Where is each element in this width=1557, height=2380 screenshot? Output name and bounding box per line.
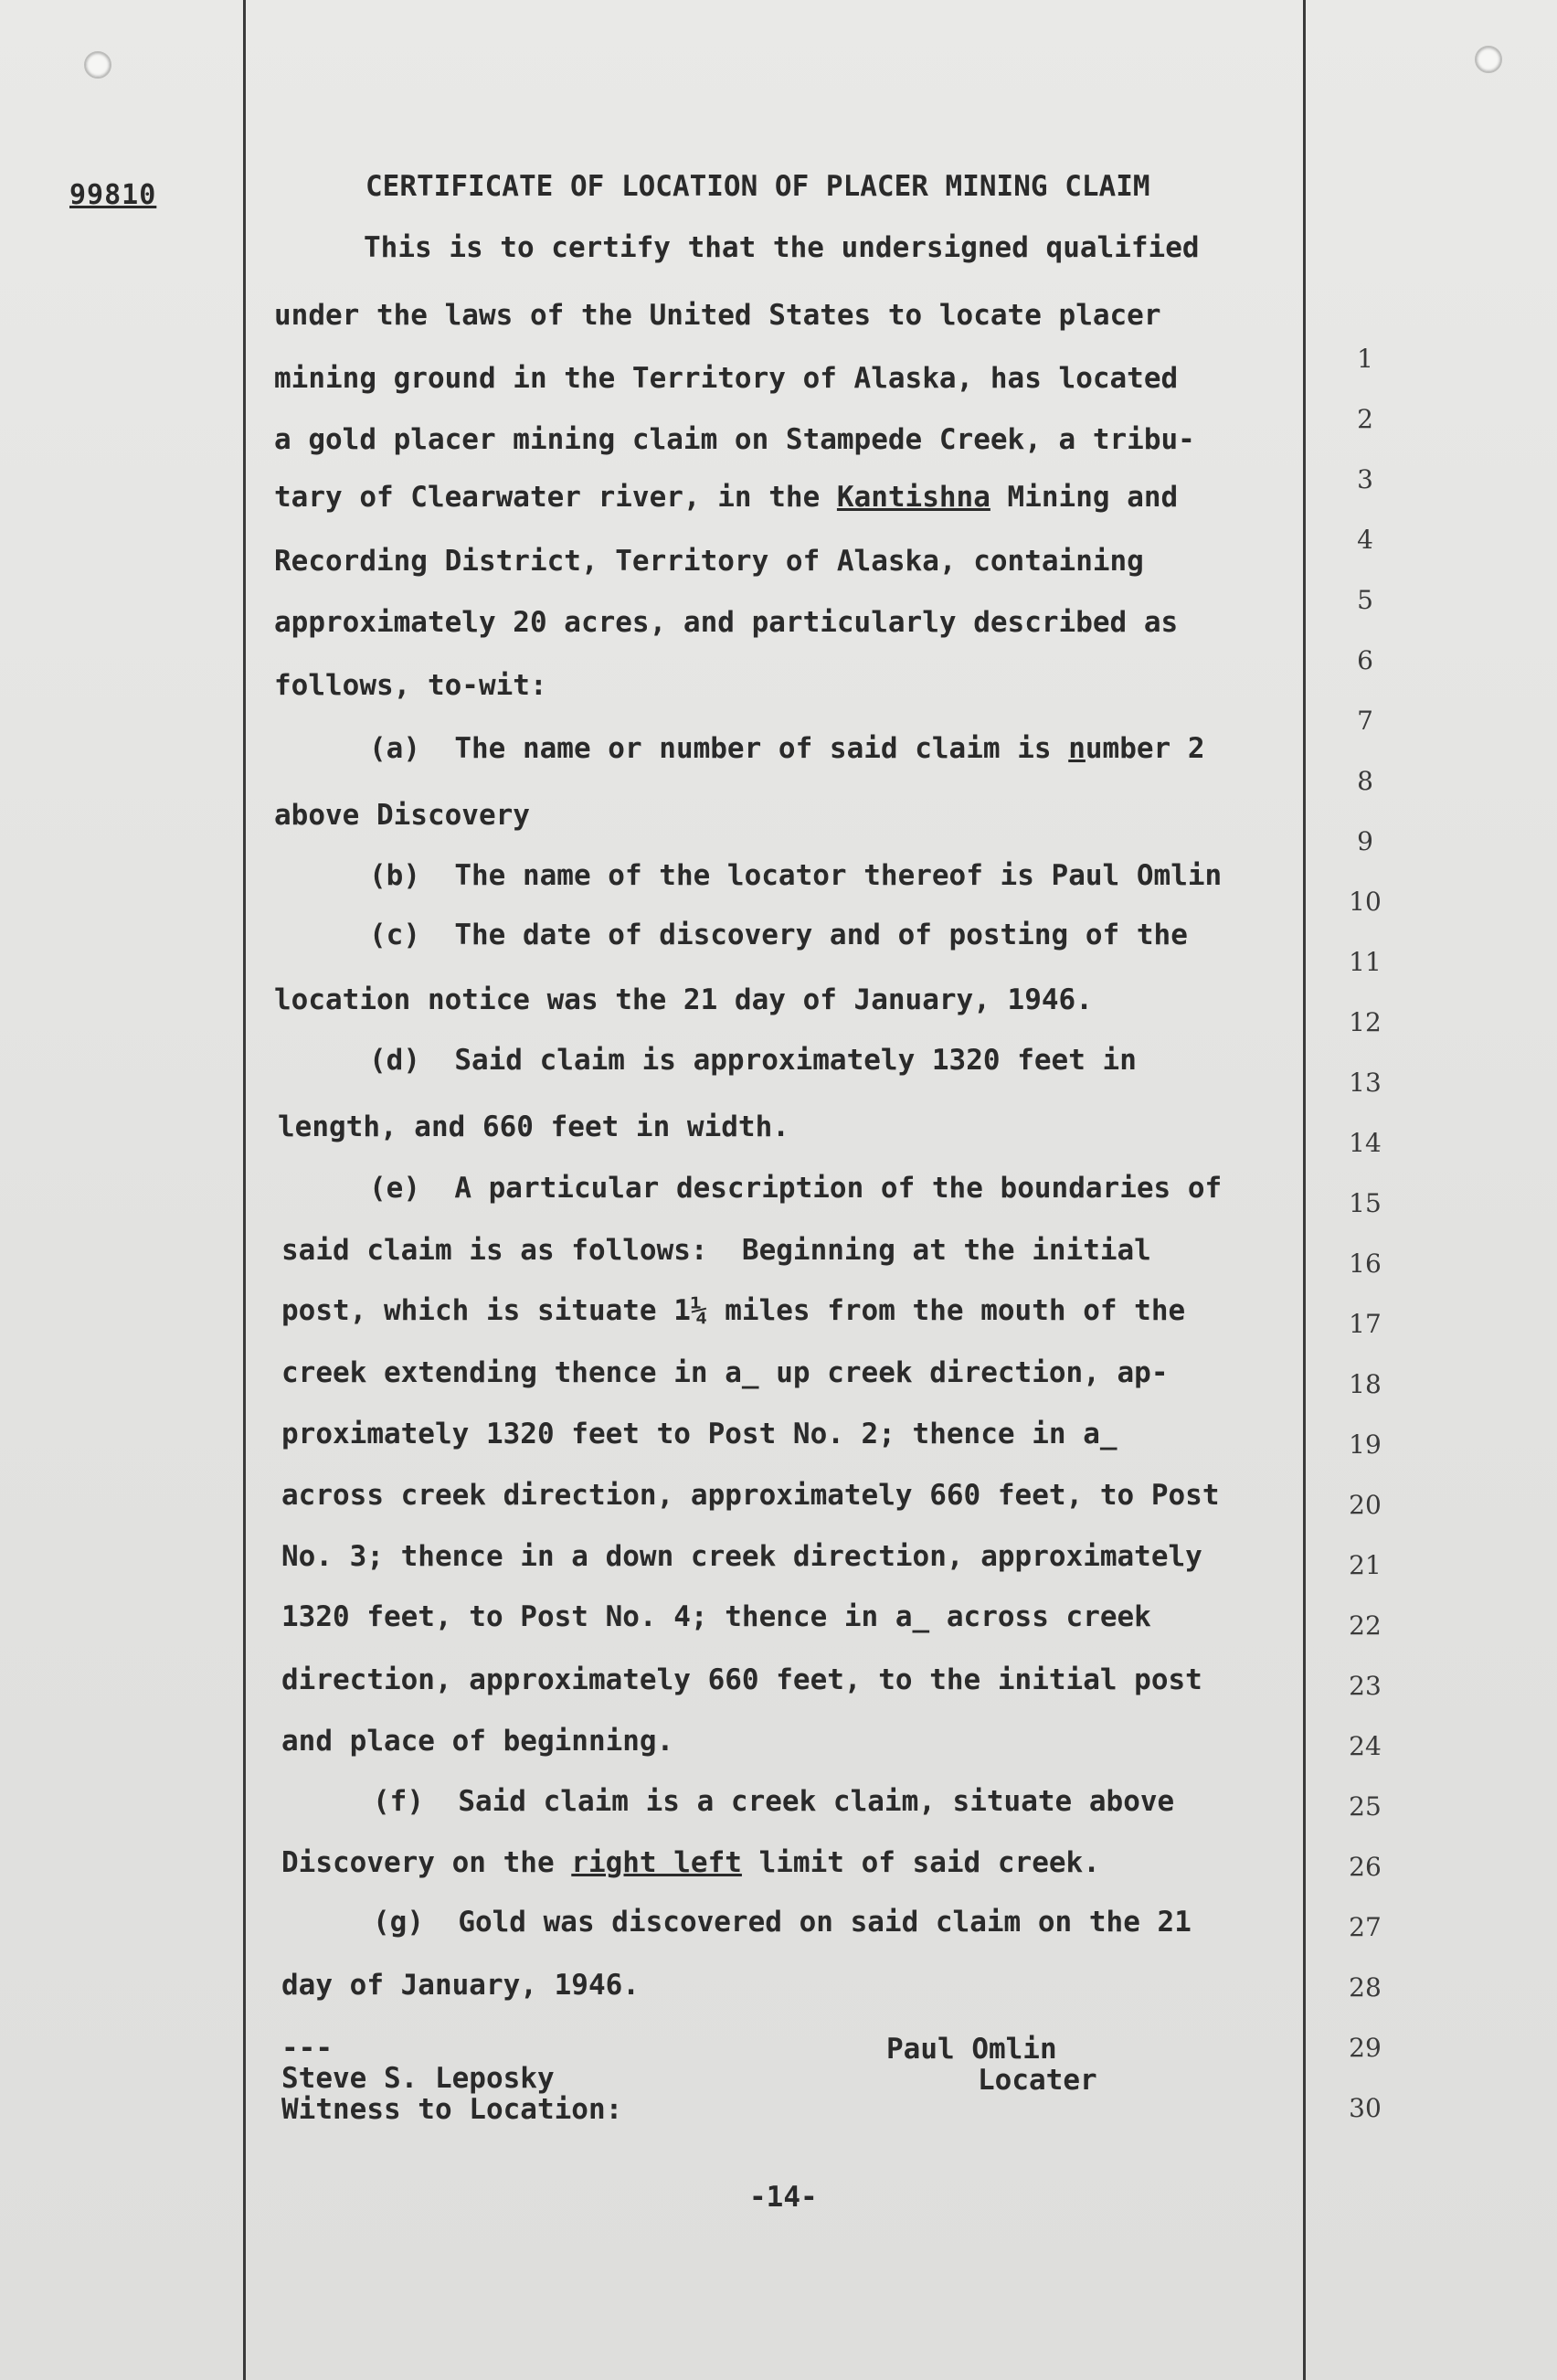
body-line: tary of Clearwater river, in the Kantishna Mining and bbox=[274, 481, 1179, 514]
limit-underlined: right left bbox=[571, 1846, 742, 1879]
line-number: 16 bbox=[1349, 1248, 1382, 1279]
document-title: CERTIFICATE OF LOCATION OF PLACER MINING CLAIM bbox=[365, 170, 1150, 203]
body-line: mining ground in the Territory of Alaska, has located bbox=[274, 362, 1179, 395]
body-line: proximately 1320 feet to Post No. 2; thence in a_ bbox=[281, 1418, 1117, 1450]
body-line: follows, to-wit: bbox=[274, 669, 547, 702]
line-number: 7 bbox=[1357, 706, 1373, 736]
body-line: length, and 660 feet in width. bbox=[278, 1110, 789, 1143]
line-number: 13 bbox=[1349, 1068, 1382, 1098]
body-line: above Discovery bbox=[274, 799, 530, 832]
line-number: 5 bbox=[1357, 585, 1373, 615]
body-line: (g) Gold was discovered on said claim on the 21 bbox=[373, 1906, 1192, 1939]
body-line: approximately 20 acres, and particularly described as bbox=[274, 606, 1179, 639]
left-margin-rule bbox=[243, 0, 246, 2380]
line-number: 24 bbox=[1349, 1731, 1382, 1761]
body-line: Recording District, Territory of Alaska, containing bbox=[274, 545, 1144, 578]
body-line: said claim is as follows: Beginning at the initial bbox=[281, 1234, 1151, 1267]
line-number: 10 bbox=[1349, 887, 1382, 917]
line-number: 20 bbox=[1349, 1490, 1382, 1520]
body-line: (a) The name or number of said claim is number 2 bbox=[369, 732, 1205, 765]
line-number: 6 bbox=[1357, 645, 1373, 675]
line-number: 2 bbox=[1357, 404, 1373, 434]
binder-hole-left bbox=[84, 51, 111, 79]
body-line: (b) The name of the locator thereof is Paul Omlin bbox=[369, 859, 1223, 892]
signature-dash: --- bbox=[281, 2032, 333, 2065]
line-number: 17 bbox=[1349, 1309, 1382, 1339]
line-number: 8 bbox=[1357, 766, 1373, 796]
locator-name: Paul Omlin bbox=[886, 2033, 1057, 2066]
line-number: 14 bbox=[1349, 1128, 1382, 1158]
page-number: -14- bbox=[749, 2181, 818, 2214]
line-number: 25 bbox=[1349, 1791, 1382, 1822]
locator-label: Locater bbox=[978, 2064, 1097, 2097]
line-number: 27 bbox=[1349, 1912, 1382, 1942]
line-number: 21 bbox=[1349, 1550, 1382, 1580]
witness-label: Witness to Location: bbox=[281, 2093, 623, 2126]
body-line: a gold placer mining claim on Stampede Creek, a tribu- bbox=[274, 423, 1195, 456]
document-number: 99810 bbox=[69, 179, 157, 211]
line-number: 19 bbox=[1349, 1429, 1382, 1460]
body-line: day of January, 1946. bbox=[281, 1969, 640, 2002]
line-number: 18 bbox=[1349, 1369, 1382, 1399]
body-line: (d) Said claim is approximately 1320 feet in bbox=[369, 1044, 1137, 1077]
line-number: 15 bbox=[1349, 1188, 1382, 1218]
line-number: 28 bbox=[1349, 1972, 1382, 2003]
line-number: 11 bbox=[1349, 947, 1382, 977]
body-line: location notice was the 21 day of January, 1946. bbox=[274, 983, 1093, 1016]
body-line: (f) Said claim is a creek claim, situate above bbox=[373, 1785, 1175, 1818]
body-line: This is to certify that the undersigned qualified bbox=[364, 231, 1200, 264]
body-line: (e) A particular description of the boundaries of bbox=[369, 1172, 1223, 1205]
body-line: creek extending thence in a_ up creek direction, ap- bbox=[281, 1356, 1169, 1389]
line-number: 29 bbox=[1349, 2033, 1382, 2063]
body-line: Discovery on the right left limit of said creek. bbox=[281, 1846, 1100, 1879]
body-line: direction, approximately 660 feet, to the initial post bbox=[281, 1663, 1202, 1696]
line-number: 12 bbox=[1349, 1007, 1382, 1037]
line-number: 9 bbox=[1357, 826, 1373, 856]
body-line: 1320 feet, to Post No. 4; thence in a_ across creek bbox=[281, 1600, 1151, 1633]
line-number: 3 bbox=[1357, 464, 1373, 494]
body-line: across creek direction, approximately 660 feet, to Post bbox=[281, 1479, 1220, 1512]
line-number: 30 bbox=[1349, 2093, 1382, 2123]
body-line: under the laws of the United States to locate placer bbox=[274, 299, 1161, 332]
binder-hole-right bbox=[1475, 46, 1502, 73]
district-name-underlined: Kantishna bbox=[836, 481, 990, 514]
line-number: 23 bbox=[1349, 1671, 1382, 1701]
witness-name: Steve S. Leposky bbox=[281, 2062, 555, 2095]
line-number: 4 bbox=[1357, 525, 1373, 555]
body-line: (c) The date of discovery and of posting of the bbox=[369, 919, 1188, 951]
body-line: No. 3; thence in a down creek direction, approximately bbox=[281, 1540, 1202, 1573]
right-margin-rule bbox=[1303, 0, 1306, 2380]
body-line: and place of beginning. bbox=[281, 1725, 674, 1758]
line-number: 1 bbox=[1357, 344, 1373, 374]
body-line: post, which is situate 1¼ miles from the mouth of the bbox=[281, 1294, 1186, 1327]
line-number: 22 bbox=[1349, 1610, 1382, 1641]
line-number: 26 bbox=[1349, 1852, 1382, 1882]
